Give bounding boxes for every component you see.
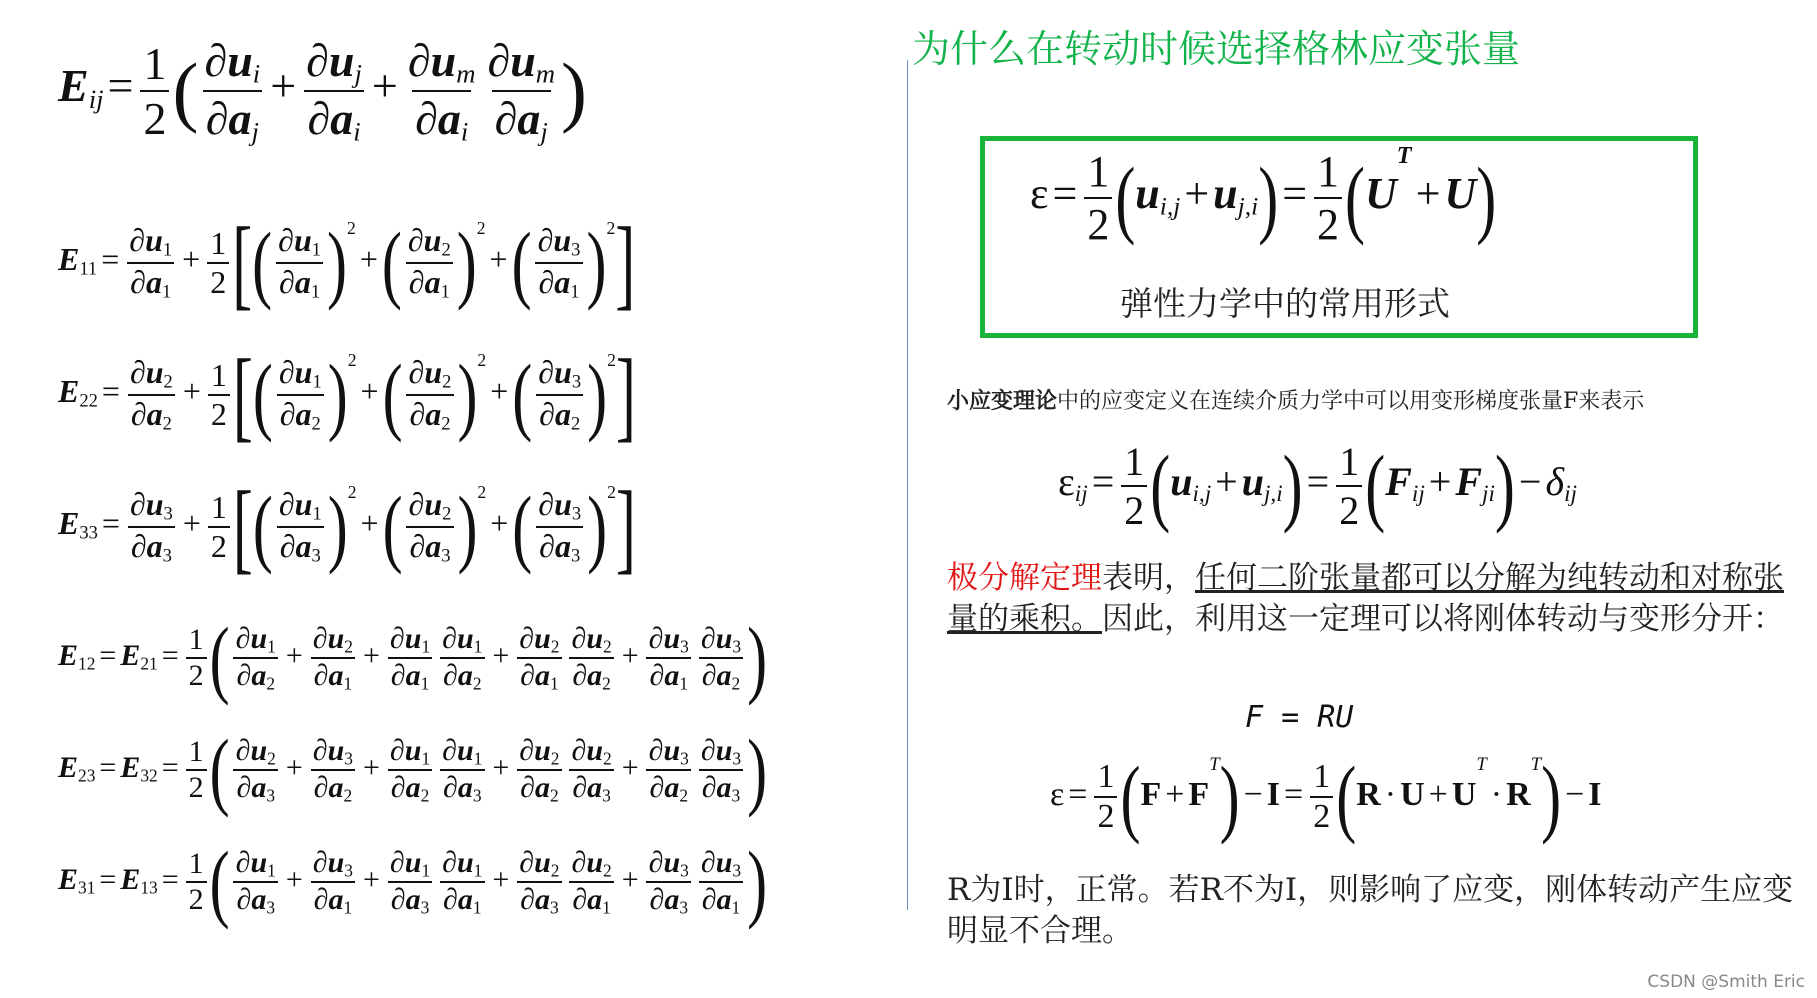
green-strain-e12: $E_{12} = E_{21}$ = $\frac{1}{2}$ ( $\frac{\partial u_1}{\partial a_2}$ + $\frac{\partial u_2}{\partial a_1}$ + $\frac{\partial u_1}{\partial a_1}$ $\frac{\partial u_1}{\partial a_2}$ + $\frac{\partial u_2}{\partial a_1}$ $\frac{\partial u_2}{\partial a_2}$ + $\frac{\partial u_3}{\partial a_1}$ $\frac{\partial u_3}{\partial a_2}$ )	[58, 610, 768, 707]
watermark: CSDN @Smith Eric	[1647, 972, 1805, 992]
green-strain-e11: $E_{11}$ = $\frac{\partial u_1}{\partial a_1}$ + $\frac{1}{2}$ [( $\frac{\partial u_1}{\partial a_1}$ )$^2$+( $\frac{\partial u_2}{\partial a_1}$ )$^2$+( $\frac{\partial u_3}{\partial a_1}$ )$^2$]	[58, 206, 636, 319]
polar-text-a: 表明，	[1102, 560, 1195, 596]
polar-text-b: 因此，利用这一定理可以将刚体转动与变形分开：	[1102, 601, 1784, 637]
polar-decomposition-term: 极分解定理	[947, 560, 1102, 596]
green-strain-polar: ε = $\frac{1}{2}$ $(F + F^T) - I$ = $\frac{1}{2}$ $(R \cdot U + U^T\cdot R^T) - I$	[1050, 749, 1602, 845]
green-strain-e22: $E_{22}$ = $\frac{\partial u_2}{\partial a_2}$ + $\frac{1}{2}$ [( $\frac{\partial u_1}{\partial a_2}$ )$^2$+( $\frac{\partial u_2}{\partial a_2}$ )$^2$+( $\frac{\partial u_3}{\partial a_2}$ )$^2$]	[58, 338, 636, 451]
small-strain-formula: ε= $\frac{1}{2}$ $(u_{i,j}+u_{j,i})=$ $\frac{1}{2}$ $(U^T+U)$	[1030, 142, 1497, 249]
polar-decomposition-eq: F = RU	[1245, 700, 1354, 735]
polar-decomposition-text	[947, 558, 1803, 640]
green-strain-e23: $E_{23} = E_{32}$ = $\frac{1}{2}$ ( $\frac{\partial u_2}{\partial a_3}$ + $\frac{\partial u_3}{\partial a_2}$ + $\frac{\partial u_1}{\partial a_2}$ $\frac{\partial u_1}{\partial a_3}$ + $\frac{\partial u_2}{\partial a_2}$ $\frac{\partial u_2}{\partial a_3}$ + $\frac{\partial u_3}{\partial a_2}$ $\frac{\partial u_3}{\partial a_3}$ )	[58, 722, 768, 819]
small-strain-intro	[947, 384, 1644, 415]
green-strain-general: $E_{ij}=$ $\frac{1}{2}$ ( $\frac{\partial u_i}{\partial a_j}$ + $\frac{\partial u_j}{\partial a_i}$ + $\frac{\partial u_m}{\partial a_i}$ $\frac{\partial u_m}{\partial a_j}$ )	[58, 35, 588, 147]
green-strain-e31: $E_{31} = E_{13}$ = $\frac{1}{2}$ ( $\frac{\partial u_1}{\partial a_3}$ + $\frac{\partial u_3}{\partial a_1}$ + $\frac{\partial u_1}{\partial a_3}$ $\frac{\partial u_1}{\partial a_1}$ + $\frac{\partial u_2}{\partial a_3}$ $\frac{\partial u_2}{\partial a_1}$ + $\frac{\partial u_3}{\partial a_3}$ $\frac{\partial u_3}{\partial a_1}$ )	[58, 834, 768, 931]
green-strain-e33: $E_{33}$ = $\frac{\partial u_3}{\partial a_3}$ + $\frac{1}{2}$ [( $\frac{\partial u_1}{\partial a_3}$ )$^2$+( $\frac{\partial u_2}{\partial a_3}$ )$^2$+( $\frac{\partial u_3}{\partial a_3}$ )$^2$]	[58, 470, 636, 583]
conclusion-text: R为I时，正常。若R不为I，则影响了应变，刚体转动产生应变明显不合理。	[947, 872, 1794, 949]
divider-line	[907, 60, 908, 910]
polar-text-underlined: 任何二阶张量都可以分解为纯转动和对称张量的乘积。	[947, 560, 1784, 637]
small-strain-term: 小应变理论	[947, 388, 1058, 414]
deformation-gradient-strain: $\varepsilon_{ij}$ = $\frac{1}{2}$ $(u_{i,j} + u_{j,i})$ = $\frac{1}{2}$ $(F_{ij} + F_{ji}) - \delta_{ij}$	[1058, 438, 1577, 534]
page-title: 为什么在转动时候选择格林应变张量	[912, 27, 1521, 71]
box-caption: 弹性力学中的常用形式	[1120, 284, 1450, 323]
small-strain-desc: 中的应变定义在连续介质力学中可以用变形梯度张量F来表示	[1057, 389, 1645, 414]
